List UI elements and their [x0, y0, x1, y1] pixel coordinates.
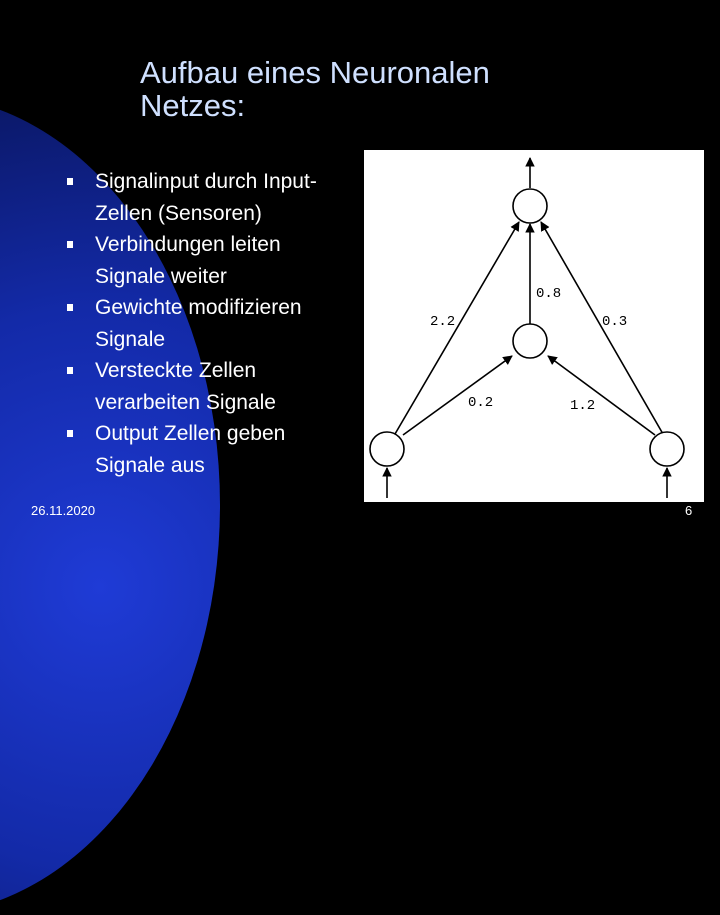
bullet-text-line: Verbindungen leiten — [95, 233, 281, 256]
network-svg — [364, 150, 704, 502]
square-bullet-icon — [67, 241, 73, 248]
bullet-text-line: Signalinput durch Input- — [95, 170, 317, 193]
bullet-text-line: Versteckte Zellen — [95, 359, 257, 382]
bullet-text-line: Zellen (Sensoren) — [95, 201, 262, 225]
slide-title — [140, 56, 620, 122]
weight-label-0-8: 0.8 — [536, 286, 562, 302]
bullet-text-line: verarbeiten Signale — [95, 390, 276, 414]
weight-label-2-2: 2.2 — [430, 314, 456, 330]
bullet-list — [60, 166, 360, 481]
bullet-text-line: Gewichte modifizieren — [95, 296, 302, 319]
bullet-item — [60, 292, 360, 355]
output-node — [513, 189, 547, 223]
bullet-item — [60, 229, 360, 292]
footer-date: 26.11.2020 — [31, 503, 96, 518]
weight-label-0-3: 0.3 — [602, 314, 628, 330]
weight-label-1-2: 1.2 — [570, 398, 596, 414]
page-number: 6 — [685, 503, 693, 518]
square-bullet-icon — [67, 367, 73, 374]
bullet-item — [60, 166, 360, 229]
edge-left-input-to-hidden — [403, 356, 512, 435]
neural-network-diagram — [364, 150, 704, 502]
square-bullet-icon — [67, 178, 73, 185]
slide-title-line-1: Aufbau eines Neuronalen — [140, 55, 490, 90]
edge-left-input-to-output — [395, 222, 519, 434]
bullet-item — [60, 355, 360, 418]
bullet-text-line: Signale — [95, 327, 166, 351]
hidden-node — [513, 324, 547, 358]
square-bullet-icon — [67, 430, 73, 437]
bullet-item — [60, 418, 360, 481]
bullet-text-line: Signale weiter — [95, 264, 227, 288]
slide-title-line-2: Netzes: — [140, 88, 246, 123]
input-node-right — [650, 432, 684, 466]
input-node-left — [370, 432, 404, 466]
bullet-text-line: Signale aus — [95, 453, 205, 477]
weight-label-0-2: 0.2 — [468, 395, 494, 411]
square-bullet-icon — [67, 304, 73, 311]
bullet-text-line: Output Zellen geben — [95, 422, 286, 445]
edge-right-input-to-hidden — [548, 356, 655, 435]
